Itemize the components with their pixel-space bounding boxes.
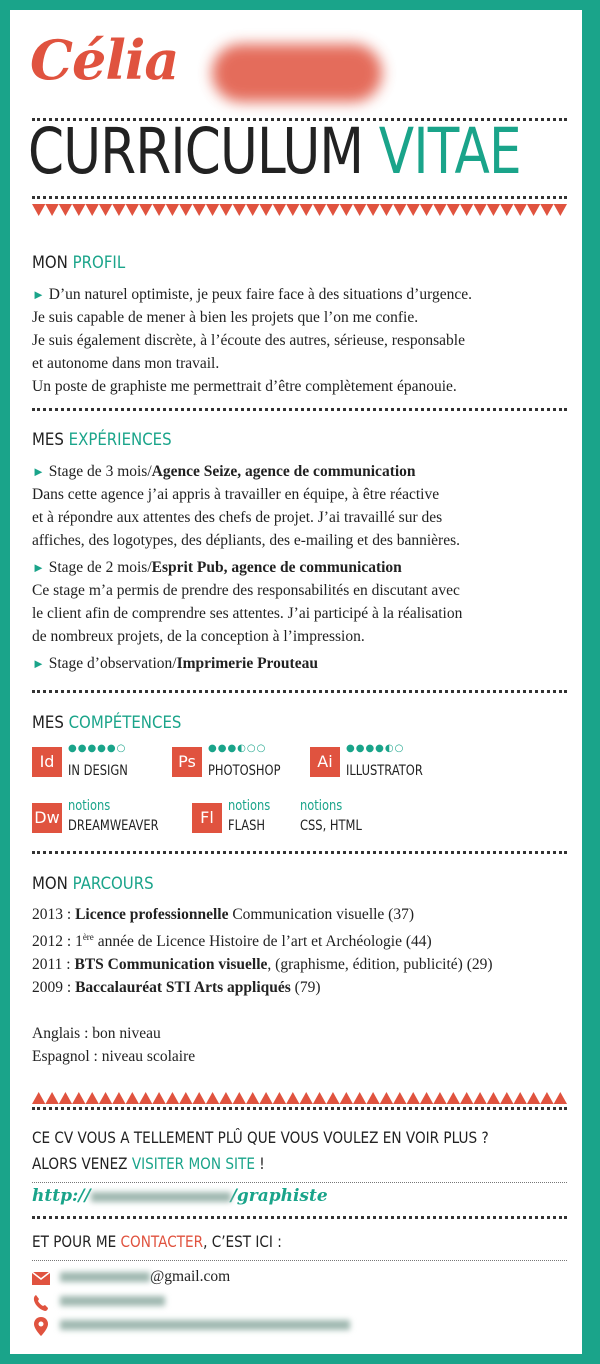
profil-line: ► D’un naturel optimiste, je peux faire face à des situations d’urgence. — [32, 286, 472, 303]
triangle-mark — [473, 204, 486, 216]
triangle-mark — [206, 1092, 219, 1104]
divider — [32, 1107, 567, 1110]
triangle-mark — [179, 204, 192, 216]
parcours-entry: 2012 : 1ère année de Licence Histoire de l’art et Archéologie (44) — [32, 932, 432, 951]
triangle-mark — [514, 204, 527, 216]
triangle-mark — [300, 1092, 313, 1104]
triangle-mark — [487, 204, 500, 216]
skill-name: IN DESIGN — [68, 763, 128, 779]
triangle-mark — [99, 204, 112, 216]
triangle-mark — [246, 204, 259, 216]
triangle-mark — [540, 1092, 553, 1104]
visit-site-link[interactable]: VISITER MON SITE — [131, 1154, 255, 1173]
experience-item: ► Stage d’observation/Imprimerie Prouteau — [32, 655, 318, 672]
website-url-link[interactable]: http:// /graphiste — [32, 1186, 328, 1206]
skill-level-indesign: ●●●●●○ — [68, 743, 127, 754]
triangle-border-down — [32, 204, 567, 216]
triangle-mark — [72, 1092, 85, 1104]
parcours-entry: 2009 : Baccalauréat STI Arts appliqués (79) — [32, 979, 321, 997]
triangle-mark — [219, 1092, 232, 1104]
triangle-mark — [460, 204, 473, 216]
section-title-competences: MES COMPÉTENCES — [32, 713, 182, 733]
triangle-mark — [527, 1092, 540, 1104]
triangle-mark — [340, 204, 353, 216]
triangle-mark — [32, 1092, 45, 1104]
triangle-mark — [32, 204, 45, 216]
cta-line2: ALORS VENEZ VISITER MON SITE ! — [32, 1154, 265, 1173]
phone-icon — [33, 1294, 49, 1312]
triangle-mark — [152, 1092, 165, 1104]
language: Anglais : bon niveau — [32, 1025, 161, 1043]
skill-name: FLASH — [228, 818, 266, 834]
parcours-list — [32, 903, 572, 1068]
profil-line: Je suis capable de mener à bien les projets que l’on me confie. — [32, 309, 419, 326]
triangle-mark — [166, 204, 179, 216]
indesign-icon: Id — [32, 747, 62, 777]
triangle-mark — [193, 1092, 206, 1104]
triangle-mark — [407, 204, 420, 216]
triangle-mark — [286, 204, 299, 216]
section-title-parcours: MON PARCOURS — [32, 874, 154, 894]
triangle-mark — [273, 204, 286, 216]
experiences-list: ► Stage de 3 mois/Agence Seize, agence de communication Dans cette agence j’ai appris à travailler en équipe, à être réactive et à répondre aux attentes des chefs de projet. J’ai travaillé sur des affiches, des logotypes, des dépliants, des e-mailing et des bannières. ► Stage de 2 mois/Esprit Pub, agence de communication Ce stage m’a permis de prendre des responsabilités en discutant avec le client afin de comprendre ses attentes. J’ai participé à la réalisation de nombreux projets, de la conception à l’impression. ► Stage d’observation/Imprimerie Prouteau — [32, 460, 572, 675]
triangle-mark — [407, 1092, 420, 1104]
triangle-mark — [99, 1092, 112, 1104]
surname-redacted — [212, 44, 382, 102]
illustrator-icon: Ai — [310, 747, 340, 777]
triangle-mark — [233, 204, 246, 216]
triangle-mark — [86, 1092, 99, 1104]
cv-title-part2: VITAE — [378, 115, 521, 188]
divider — [32, 690, 567, 693]
triangle-mark — [112, 1092, 125, 1104]
url-redacted — [91, 1192, 231, 1202]
triangle-mark — [487, 1092, 500, 1104]
triangle-mark — [353, 1092, 366, 1104]
skill-name: CSS, HTML — [300, 818, 362, 834]
triangle-mark — [45, 1092, 58, 1104]
triangle-mark — [326, 1092, 339, 1104]
profil-line: Je suis également discrète, à l’écoute des autres, sérieuse, responsable — [32, 332, 465, 349]
divider — [32, 1182, 567, 1183]
triangle-mark — [473, 1092, 486, 1104]
triangle-mark — [500, 1092, 513, 1104]
address-redacted — [60, 1320, 350, 1330]
skill-note: notions — [300, 798, 343, 814]
skill-note: notions — [228, 798, 271, 814]
triangle-mark — [112, 204, 125, 216]
triangle-mark — [514, 1092, 527, 1104]
triangle-mark — [380, 204, 393, 216]
triangle-mark — [59, 204, 72, 216]
parcours-entry: 2011 : BTS Communication visuelle, (graphisme, édition, publicité) (29) — [32, 956, 493, 974]
cta-line1: CE CV VOUS A TELLEMENT PLÛ QUE VOUS VOULEZ EN VOIR PLUS ? — [32, 1128, 489, 1147]
section-title-experiences: MES EXPÉRIENCES — [32, 430, 172, 450]
triangle-mark — [380, 1092, 393, 1104]
flash-icon: Fl — [192, 803, 222, 833]
contact-heading: ET POUR ME CONTACTER, C’EST ICI : — [32, 1232, 282, 1251]
triangle-mark — [554, 204, 567, 216]
triangle-mark — [433, 1092, 446, 1104]
triangle-mark — [246, 1092, 259, 1104]
triangle-mark — [447, 204, 460, 216]
triangle-mark — [286, 1092, 299, 1104]
triangle-mark — [460, 1092, 473, 1104]
triangle-mark — [126, 1092, 139, 1104]
profil-line: et autonome dans mon travail. — [32, 355, 220, 372]
experience-item: ► Stage de 2 mois/Esprit Pub, agence de communication — [32, 559, 402, 576]
profil-line: Un poste de graphiste me permettrait d’être complètement épanouie. — [32, 378, 457, 395]
dreamweaver-icon: Dw — [32, 803, 62, 833]
divider — [32, 1216, 567, 1219]
cv-page: Célia CURRICULUM VITAE MON PROFIL ► D’un naturel optimiste, je peux faire face à des situations d’urgence. Je suis capable de mener à bien les projets que l’on me confie. Je suis également discrète, à l’écoute des autres, sérieuse, responsable et autonome dans mon travail. Un poste de graphiste me permettrait d’être complètement épanouie. MES EXPÉRIENCES ► Stage de 3 mois/Agence Seize, agence de communication Dans cette agence j’ai appris à travailler en équipe, à être réactive et à répondre aux attentes des chefs de projet. J’ai travaillé sur des affiches, des logotypes, des dépliants, des e-mailing et des bannières. ► Stage de 2 mois/Esprit Pub, agence de communication Ce stage m’a permis de prendre des responsabilités en discutant avec le client afin de comprendre ses attentes. J’ai participé à la réalisation de nombreux projets, de la conception à l’impression. ► Stage d’observation/Imprimerie Prouteau MES COMPÉTENCES Id ●●●●●○ IN DESIGN Ps ●●●◐○○ PHOTOSHOP Ai ●●●●◐○ ILLUSTRATOR Dw notions DREAMWEAVER Fl notions FLASH notions CSS, HTML MON PARCOURS 2013 : Licence professionnelle Communication visuelle (37) 2012 : 1ère année de Licence Histoire de l’art et Archéologie (44) 2011 : BTS Communication visuelle, (graphisme, édition, publicité) (29) 2009 : Baccalauréat STI Arts appliqués (79) Anglais : bon niveau Espagnol : niveau scolaire CE CV VOUS A TELLEMENT PLÛ QUE VOUS VOULEZ EN VOIR PLUS ? ALORS VENEZ VISITER MON SITE ! http:// /graphiste ET POUR ME CONTACTER, C’EST ICI : @gmail.com — [10, 10, 582, 1354]
divider — [32, 408, 567, 411]
triangle-mark — [366, 1092, 379, 1104]
triangle-mark — [193, 204, 206, 216]
triangle-mark — [326, 204, 339, 216]
triangle-mark — [126, 204, 139, 216]
skill-level-illustrator: ●●●●◐○ — [346, 743, 405, 754]
triangle-mark — [139, 204, 152, 216]
triangle-mark — [86, 204, 99, 216]
triangle-mark — [59, 1092, 72, 1104]
triangle-mark — [179, 1092, 192, 1104]
triangle-mark — [500, 204, 513, 216]
divider — [32, 196, 567, 199]
triangle-mark — [219, 204, 232, 216]
triangle-mark — [393, 204, 406, 216]
location-pin-icon — [34, 1317, 48, 1337]
section-title-profil: MON PROFIL — [32, 253, 126, 273]
triangle-mark — [206, 204, 219, 216]
triangle-border-up — [32, 1092, 567, 1104]
triangle-mark — [366, 204, 379, 216]
triangle-mark — [313, 1092, 326, 1104]
skill-note: notions — [68, 798, 111, 814]
skill-name: PHOTOSHOP — [208, 763, 281, 779]
triangle-mark — [353, 204, 366, 216]
triangle-mark — [420, 1092, 433, 1104]
triangle-mark — [166, 1092, 179, 1104]
triangle-mark — [447, 1092, 460, 1104]
triangle-mark — [554, 1092, 567, 1104]
profil-text — [32, 283, 572, 398]
triangle-mark — [300, 204, 313, 216]
triangle-mark — [313, 204, 326, 216]
triangle-mark — [139, 1092, 152, 1104]
triangle-mark — [340, 1092, 353, 1104]
triangle-mark — [259, 1092, 272, 1104]
triangle-mark — [152, 204, 165, 216]
experience-item: ► Stage de 3 mois/Agence Seize, agence de communication — [32, 463, 416, 480]
triangle-mark — [433, 204, 446, 216]
triangle-mark — [527, 204, 540, 216]
first-name: Célia — [30, 28, 179, 92]
skill-name: ILLUSTRATOR — [346, 763, 423, 779]
triangle-mark — [72, 204, 85, 216]
phone-redacted — [60, 1296, 165, 1306]
triangle-mark — [45, 204, 58, 216]
triangle-mark — [393, 1092, 406, 1104]
triangle-mark — [259, 204, 272, 216]
email-icon — [32, 1272, 50, 1286]
skill-level-photoshop: ●●●◐○○ — [208, 743, 267, 754]
divider — [32, 851, 567, 854]
triangle-mark — [540, 204, 553, 216]
cv-title — [28, 115, 521, 188]
parcours-entry: 2013 : Licence professionnelle Communication visuelle (37) — [32, 906, 415, 923]
language: Espagnol : niveau scolaire — [32, 1048, 196, 1066]
triangle-mark — [233, 1092, 246, 1104]
photoshop-icon: Ps — [172, 747, 202, 777]
skill-name: DREAMWEAVER — [68, 818, 159, 834]
email-redacted — [60, 1272, 150, 1282]
triangle-mark — [420, 204, 433, 216]
divider — [32, 1260, 567, 1261]
cv-title-part1: CURRICULUM — [28, 115, 364, 188]
triangle-mark — [273, 1092, 286, 1104]
